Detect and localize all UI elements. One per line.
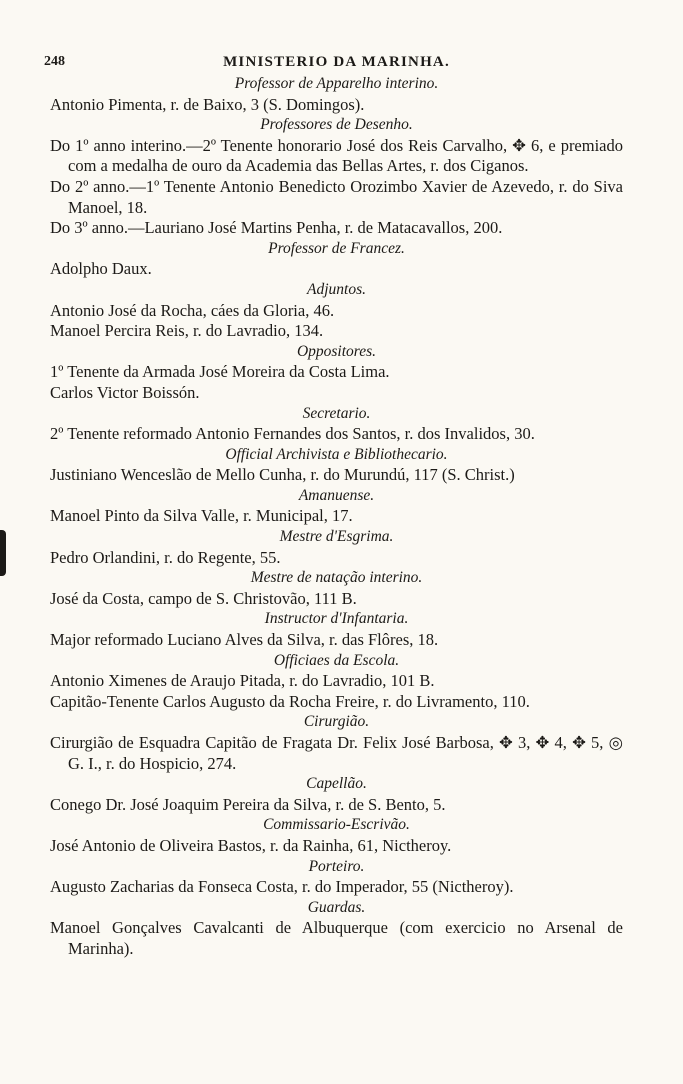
section-heading: Commissario-Escrivão. — [263, 816, 410, 834]
entry: Do 1º anno interino.—2º Tenente honorario José dos Reis Carvalho, ✥ 6, e premiado com a medalha de ouro da Academia das Bellas Artes, r. dos Ciganos. — [50, 135, 623, 176]
section-heading: Amanuense. — [298, 486, 375, 504]
section-heading: Professor de Apparelho interino. — [234, 75, 439, 92]
entry: Manoel Pinto da Silva Valle, r. Municipal, 17. — [50, 506, 353, 526]
section-natacao — [50, 568, 623, 609]
entry: Conego Dr. José Joaquim Pereira da Silva, r. de S. Bento, 5. — [50, 794, 446, 814]
section-apparelho — [50, 74, 623, 115]
entry: Manoel Gonçalves Cavalcanti de Albuquerque (com exercicio no Arsenal de Marinha). — [50, 918, 623, 958]
running-title: MINISTERIO DA MARINHA. — [223, 54, 450, 70]
section-heading: Mestre d'Esgrima. — [279, 528, 394, 546]
page-number: 248 — [44, 54, 65, 69]
section-cirurgiao — [50, 712, 623, 774]
section-francez — [50, 239, 623, 280]
section-heading: Adjuntos. — [307, 280, 366, 298]
section-heading: Guardas. — [307, 898, 366, 916]
section-heading: Oppositores. — [296, 342, 377, 360]
entry: José Antonio de Oliveira Bastos, r. da Rainha, 61, Nictheroy. — [50, 835, 452, 855]
section-archivista — [50, 445, 623, 486]
entry: Do 2º anno.—1º Tenente Antonio Benedicto Orozimbo Xavier de Azevedo, r. do Siva Manoel, 18. — [50, 176, 623, 217]
section-secretario — [50, 404, 623, 445]
entry: Major reformado Luciano Alves da Silva, r. das Flôres, 18. — [50, 630, 439, 650]
entry: Do 3º anno.—Lauriano José Martins Penha, r. de Matacavallos, 200. — [50, 218, 503, 238]
entry: 1º Tenente da Armada José Moreira da Costa Lima. — [50, 362, 390, 382]
section-heading: Cirurgião. — [303, 713, 370, 731]
entry: Carlos Victor Boissón. — [50, 382, 200, 402]
section-porteiro — [50, 857, 623, 898]
section-officiaes — [50, 651, 623, 713]
entry: 2º Tenente reformado Antonio Fernandes dos Santos, r. dos Invalidos, 30. — [50, 424, 535, 444]
section-amanuense — [50, 486, 623, 527]
section-desenho — [50, 115, 623, 239]
section-heading: Official Archivista e Bibliothecario. — [225, 445, 448, 463]
section-heading: Secretario. — [302, 404, 371, 422]
section-heading: Porteiro. — [308, 857, 365, 875]
entry: Antonio Pimenta, r. de Baixo, 3 (S. Domingos). — [50, 94, 365, 114]
entry: Antonio Ximenes de Araujo Pitada, r. do Lavradio, 101 B. — [50, 671, 435, 691]
running-head — [44, 48, 623, 72]
binding-mark — [0, 530, 6, 576]
section-heading: Officiaes da Escola. — [273, 651, 400, 669]
section-commissario — [50, 815, 623, 856]
entry: José da Costa, campo de S. Christovão, 111 B. — [50, 588, 357, 608]
entry: Augusto Zacharias da Fonseca Costa, r. do Imperador, 55 (Nictheroy). — [50, 877, 514, 897]
section-adjuntos — [50, 280, 623, 342]
entry: Justiniano Wenceslão de Mello Cunha, r. do Murundú, 117 (S. Christ.) — [50, 465, 515, 485]
section-heading: Professor de Francez. — [268, 239, 405, 257]
entry: Pedro Orlandini, r. do Regente, 55. — [50, 547, 281, 567]
entry: Antonio José da Rocha, cáes da Gloria, 46. — [50, 300, 335, 320]
section-heading: Professores de Desenho. — [260, 116, 413, 134]
entry: Manoel Percira Reis, r. do Lavradio, 134. — [50, 321, 324, 341]
section-guardas — [50, 898, 623, 960]
section-heading: Capellão. — [306, 775, 367, 793]
entry: Adolpho Daux. — [50, 259, 152, 279]
section-oppositores — [50, 342, 623, 404]
entry: Capitão-Tenente Carlos Augusto da Rocha Freire, r. do Livramento, 110. — [50, 691, 530, 711]
section-capellao — [50, 774, 623, 815]
entry: Cirurgião de Esquadra Capitão de Fragata Dr. Felix José Barbosa, ✥ 3, ✥ 4, ✥ 5, ◎ G. I., r. do Hospicio, 274. — [50, 733, 623, 773]
section-infantaria — [50, 609, 623, 650]
section-heading: Instructor d'Infantaria. — [264, 610, 409, 628]
section-heading: Mestre de natação interino. — [250, 569, 423, 587]
section-esgrima — [50, 527, 623, 568]
